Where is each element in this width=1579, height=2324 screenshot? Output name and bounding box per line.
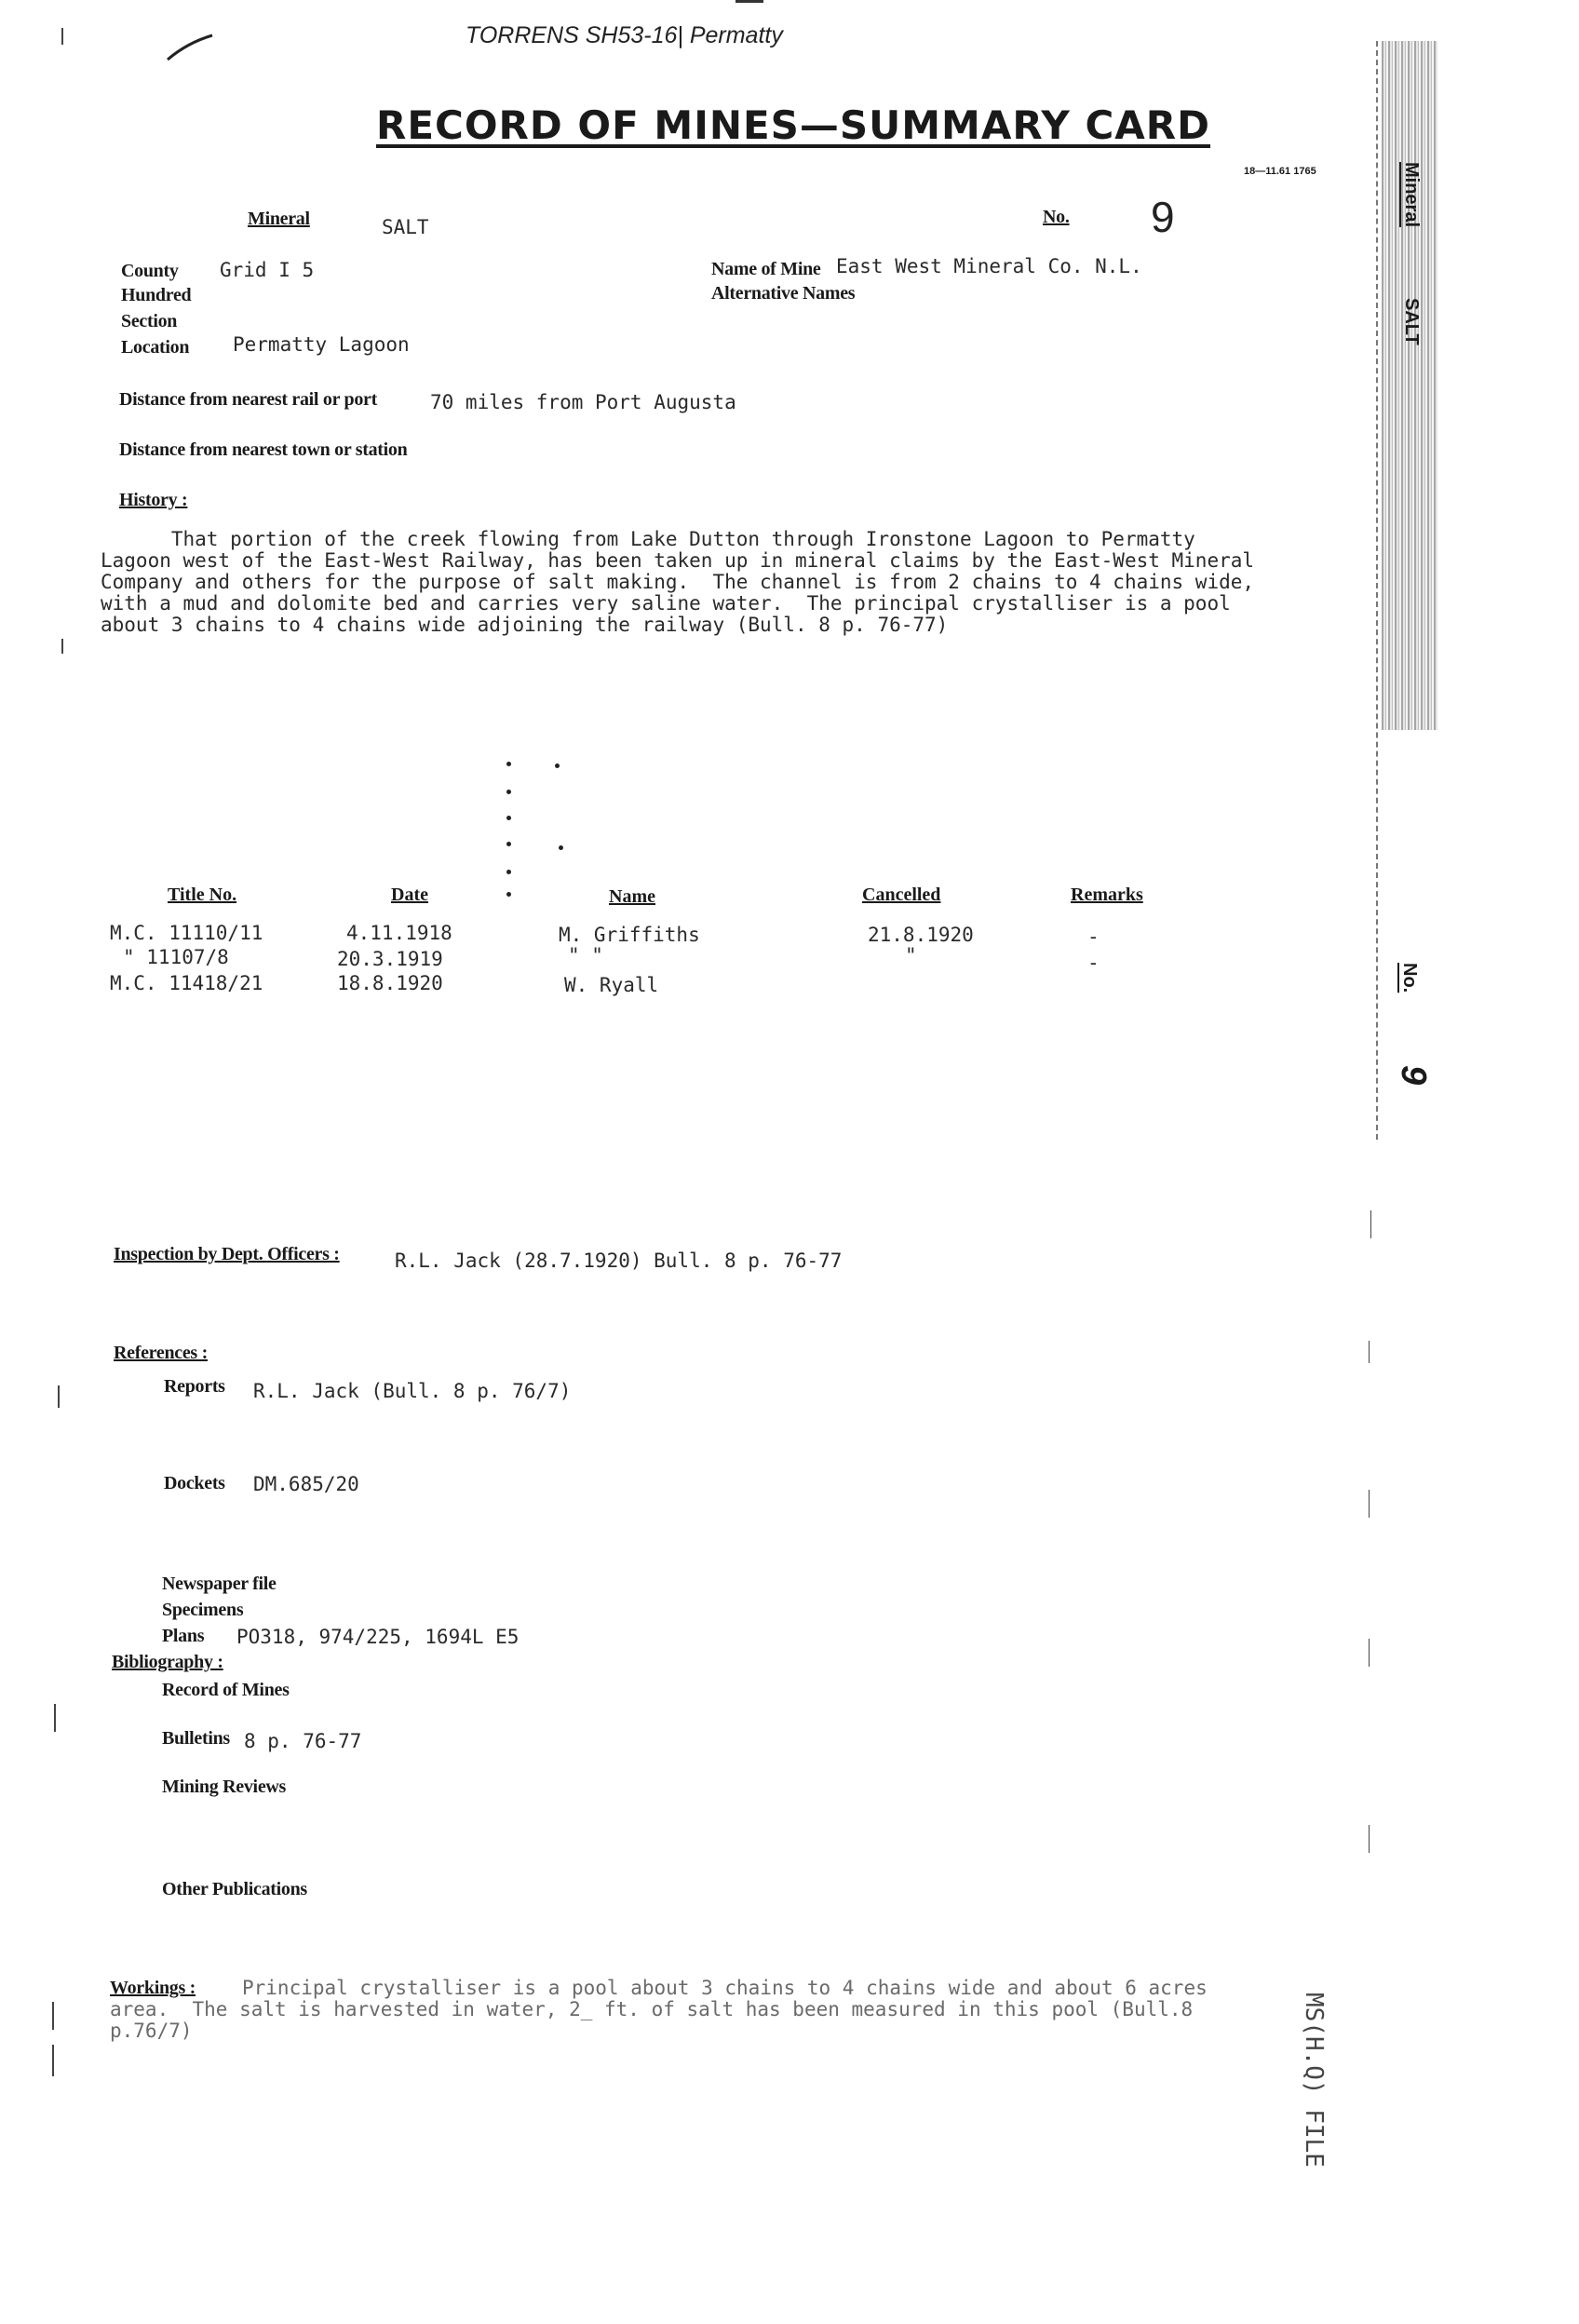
record-of-mines-label: Record of Mines bbox=[162, 1680, 290, 1700]
plans-value: PO318, 974/225, 1694L E5 bbox=[236, 1626, 520, 1648]
plans-label: Plans bbox=[162, 1626, 205, 1646]
mining-reviews-label: Mining Reviews bbox=[162, 1777, 287, 1797]
county-label: County bbox=[121, 261, 179, 281]
card-title: RECORD OF MINES—SUMMARY CARD bbox=[376, 102, 1210, 148]
table-header-date: Date bbox=[391, 885, 428, 905]
workings-text bbox=[110, 1978, 1302, 2042]
inspection-value: R.L. Jack (28.7.1920) Bull. 8 p. 76-77 bbox=[395, 1250, 843, 1272]
other-publications-label: Other Publications bbox=[162, 1879, 307, 1899]
reports-value: R.L. Jack (Bull. 8 p. 76/7) bbox=[253, 1380, 572, 1402]
table-header-title-no: Title No. bbox=[168, 885, 237, 905]
table-cell: - bbox=[1087, 926, 1100, 948]
dockets-value: DM.685/20 bbox=[253, 1473, 359, 1495]
history-line: about 3 chains to 4 chains wide adjoining the railway (Bull. 8 p. 76-77) bbox=[101, 614, 949, 636]
bulletins-value: 8 p. 76-77 bbox=[244, 1730, 362, 1752]
workings-label: Workings : bbox=[110, 1978, 196, 1998]
dockets-label: Dockets bbox=[164, 1473, 225, 1493]
name-of-mine-label: Name of Mine bbox=[711, 259, 821, 279]
history-line: Company and others for the purpose of salt making. The channel is from 2 chains to 4 chains wide, bbox=[101, 571, 1255, 593]
hundred-label: Hundred bbox=[121, 285, 192, 305]
specimens-label: Specimens bbox=[162, 1600, 244, 1620]
newspaper-file-label: Newspaper file bbox=[162, 1574, 277, 1594]
workings-line: Principal crystalliser is a pool about 3 chains to 4 chains wide and about 6 acres bbox=[242, 1977, 1208, 1999]
table-cell: - bbox=[1087, 952, 1100, 974]
history-line: That portion of the creek flowing from Lake Dutton through Ironstone Lagoon to Permatty bbox=[101, 528, 1195, 550]
tab-scan-texture bbox=[1382, 41, 1437, 730]
location-value: Permatty Lagoon bbox=[233, 333, 410, 356]
table-header-name: Name bbox=[609, 886, 655, 907]
location-label: Location bbox=[121, 337, 190, 358]
distance-rail-label: Distance from nearest rail or port bbox=[119, 389, 377, 410]
bulletins-label: Bulletins bbox=[162, 1728, 230, 1749]
no-value: 9 bbox=[1151, 193, 1175, 241]
side-mineral-label: Mineral bbox=[1401, 162, 1422, 228]
bibliography-label: Bibliography : bbox=[112, 1652, 223, 1672]
alternative-names-label: Alternative Names bbox=[711, 283, 856, 304]
inspection-label: Inspection by Dept. Officers : bbox=[114, 1244, 340, 1264]
history-line: with a mud and dolomite bed and carries very saline water. The principal crystalliser is a pool bbox=[101, 592, 1231, 615]
distance-rail-value: 70 miles from Port Augusta bbox=[430, 391, 736, 413]
side-mineral-value: SALT bbox=[1401, 298, 1422, 345]
history-label: History : bbox=[119, 490, 188, 510]
table-cell: M.C. 11110/11 bbox=[110, 922, 263, 944]
side-no-value: 9 bbox=[1394, 1065, 1433, 1086]
side-no-label: No. bbox=[1399, 963, 1420, 993]
table-cell: 21.8.1920 bbox=[868, 924, 974, 946]
table-header-remarks: Remarks bbox=[1071, 885, 1143, 905]
check-mark-icon bbox=[164, 28, 220, 65]
table-cell: " " bbox=[568, 944, 603, 966]
table-cell: 4.11.1918 bbox=[346, 922, 452, 944]
no-label: No. bbox=[1043, 207, 1070, 227]
table-cell: 18.8.1920 bbox=[337, 972, 443, 994]
distance-town-label: Distance from nearest town or station bbox=[119, 439, 408, 460]
table-cell: " 11107/8 bbox=[123, 946, 229, 968]
top-edge-mark bbox=[736, 0, 763, 3]
table-header-cancelled: Cancelled bbox=[862, 885, 941, 905]
table-cell: M.C. 11418/21 bbox=[110, 972, 263, 994]
form-code: 18—11.61 1765 bbox=[1244, 166, 1316, 177]
workings-line: area. The salt is harvested in water, 2_ ft. of salt has been measured in this pool (Bull.8 bbox=[110, 1998, 1194, 2020]
top-handwritten-reference: TORRENS SH53-16| Permatty bbox=[466, 22, 783, 48]
history-text bbox=[101, 529, 1357, 636]
name-of-mine-value: East West Mineral Co. N.L. bbox=[836, 255, 1142, 277]
mineral-label: Mineral bbox=[248, 209, 310, 229]
table-cell: 20.3.1919 bbox=[337, 948, 443, 970]
side-index-tab bbox=[1376, 41, 1441, 1140]
reports-label: Reports bbox=[164, 1376, 225, 1397]
workings-line: p.76/7) bbox=[110, 2020, 193, 2042]
references-label: References : bbox=[114, 1343, 208, 1363]
history-line: Lagoon west of the East-West Railway, has been taken up in mineral claims by the East-West Mineral bbox=[101, 549, 1255, 572]
table-cell: W. Ryall bbox=[564, 974, 659, 996]
file-stamp: MS(H.Q) FILE bbox=[1300, 1993, 1328, 2168]
county-value: Grid I 5 bbox=[220, 259, 315, 281]
section-label: Section bbox=[121, 311, 178, 331]
table-cell: M. Griffiths bbox=[559, 924, 700, 946]
mineral-value: SALT bbox=[382, 216, 429, 238]
table-cell: " bbox=[905, 944, 917, 966]
